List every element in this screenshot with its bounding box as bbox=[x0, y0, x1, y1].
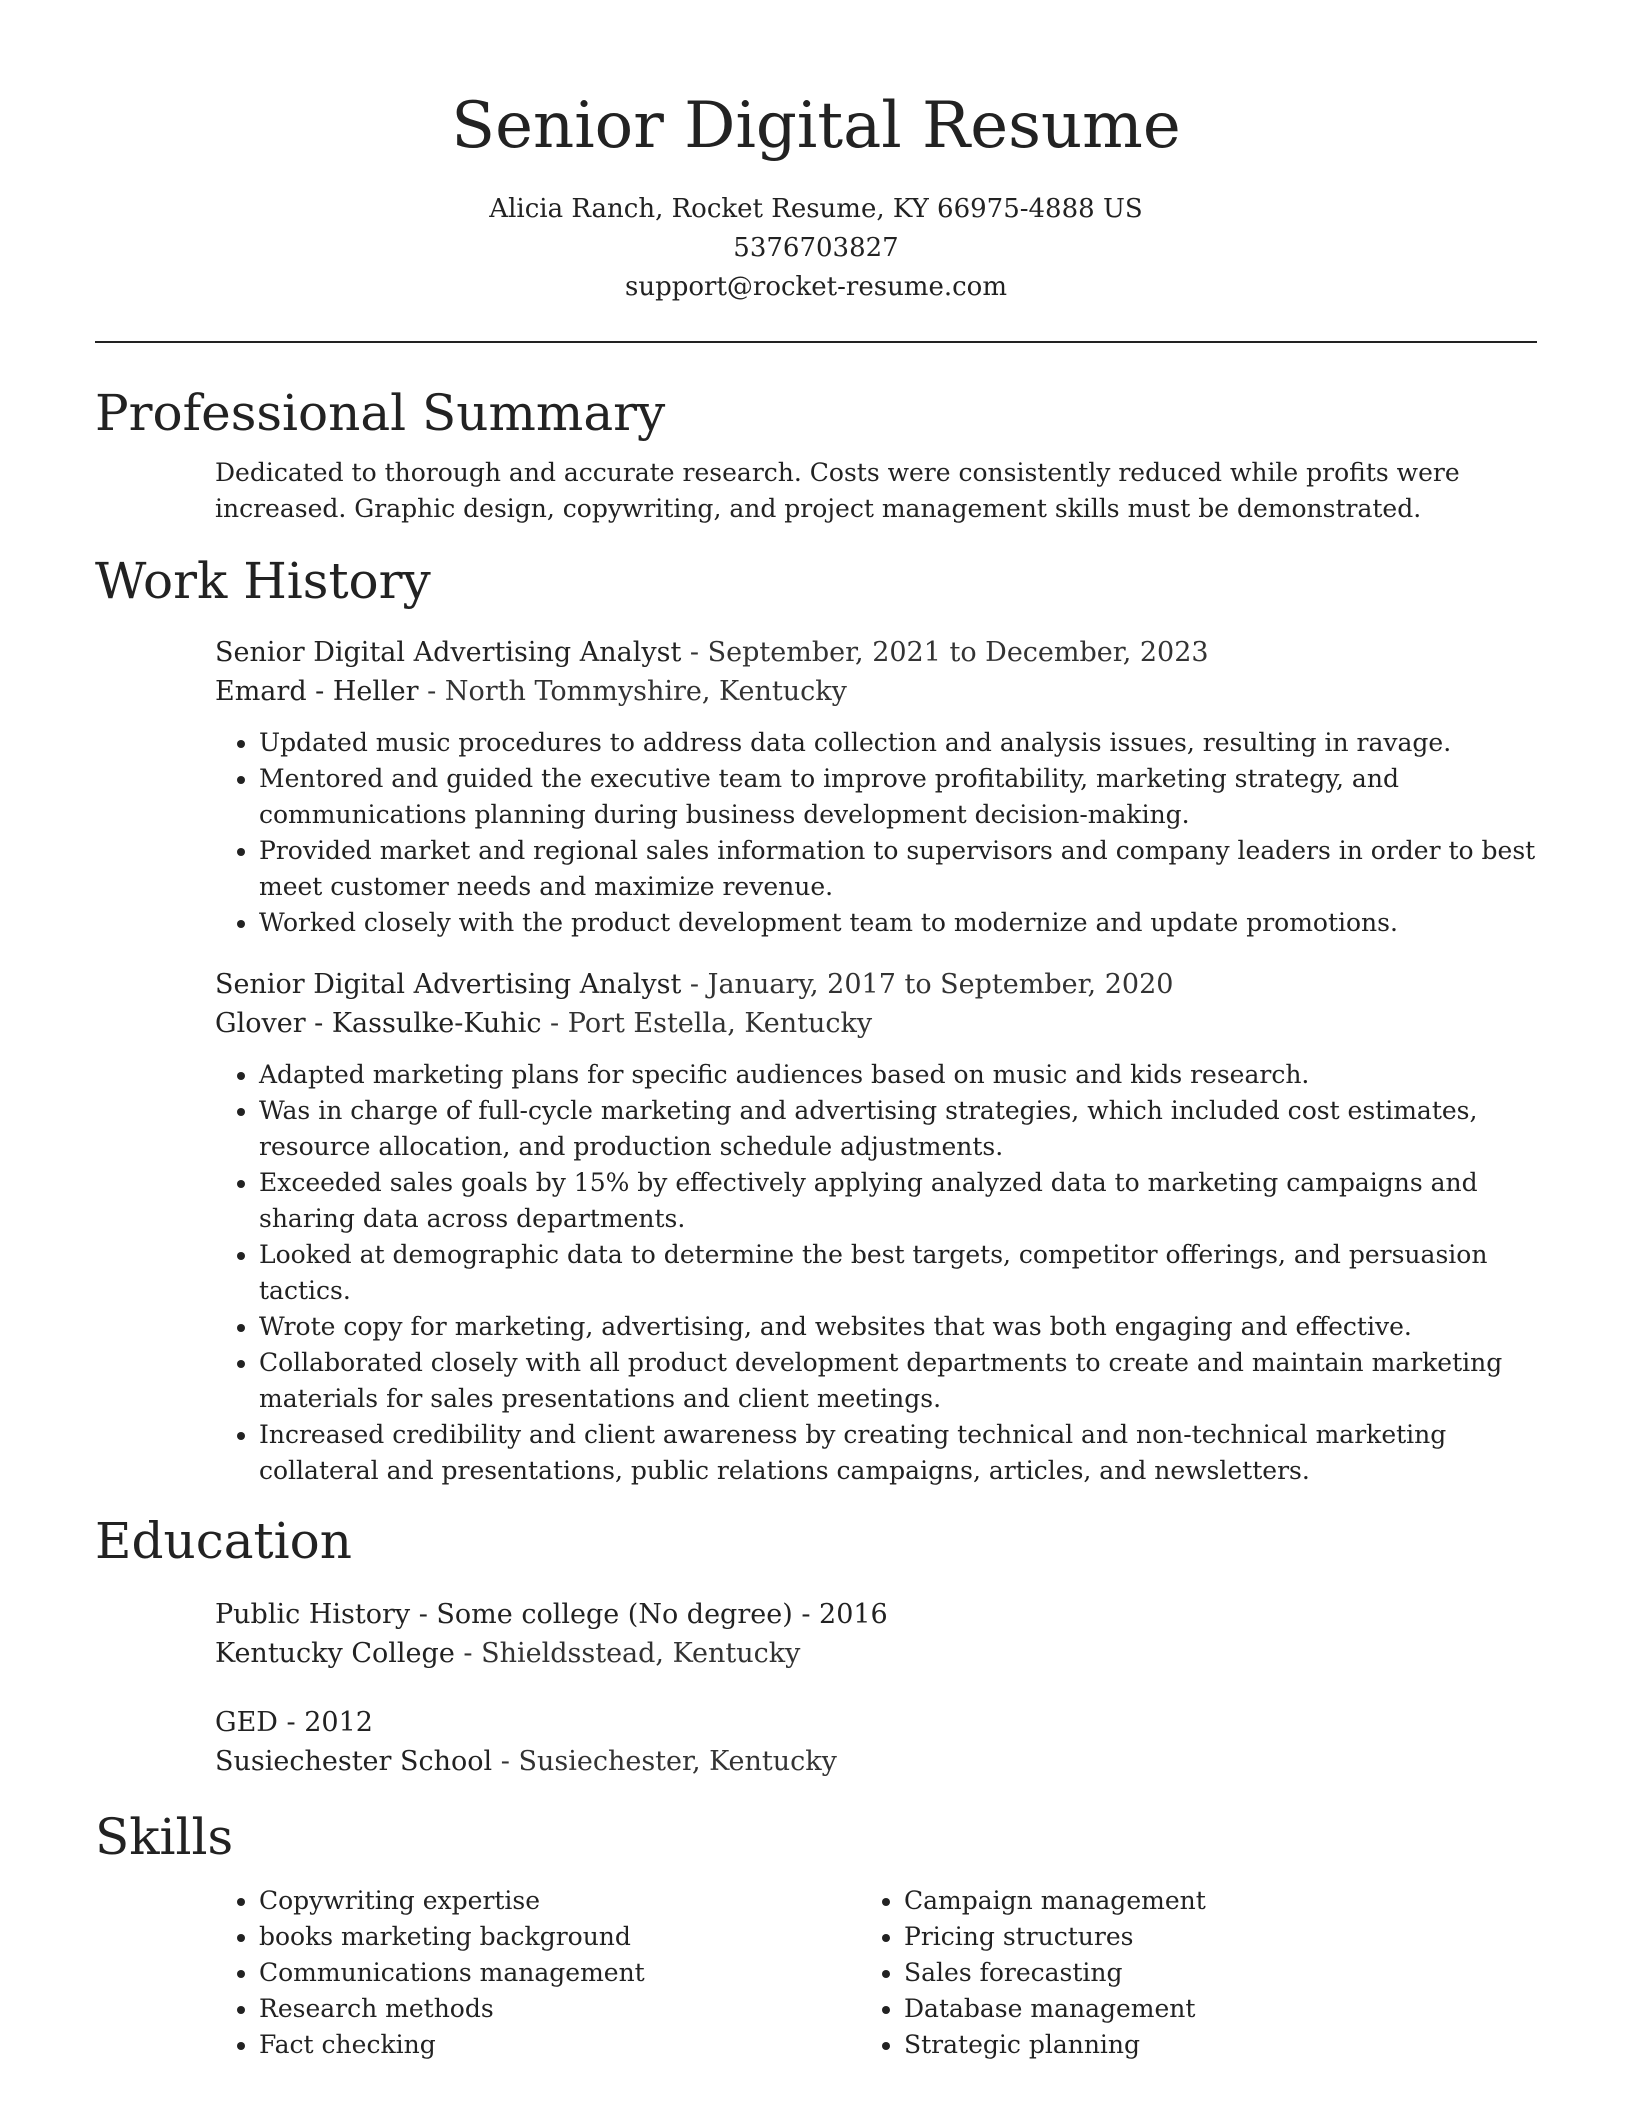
job-bullet: • Was in charge of full-cycle marketing and advertising strategies, which included cost estimates, resource allocation, and production schedule adjustments. bbox=[259, 1093, 1537, 1165]
skills-grid bbox=[215, 1883, 1537, 2063]
job-bullets bbox=[215, 725, 1537, 941]
skill-item: • Fact checking bbox=[259, 2027, 860, 2063]
education-location: Susiechester, Kentucky bbox=[518, 1746, 837, 1777]
job-location: Port Estella, Kentucky bbox=[567, 1008, 873, 1039]
education-section bbox=[95, 1595, 1537, 1781]
separator: - bbox=[492, 1746, 519, 1777]
job-company: Glover - Kassulke-Kuhic bbox=[215, 1008, 542, 1039]
education-school: Susiechester School bbox=[215, 1746, 493, 1777]
job-title: Senior Digital Advertising Analyst bbox=[215, 637, 682, 668]
education-school-line bbox=[215, 1742, 1537, 1781]
job-bullet: • Looked at demographic data to determine the best targets, competitor offerings, and persuasion tactics. bbox=[259, 1237, 1537, 1309]
job-bullet: • Exceeded sales goals by 15% by effectively applying analyzed data to marketing campaigns and sharing data across departments. bbox=[259, 1165, 1537, 1237]
skills-column-left bbox=[215, 1883, 860, 2063]
skill-item: • Copywriting expertise bbox=[259, 1883, 860, 1919]
section-title-skills: Skills bbox=[95, 1808, 234, 1866]
skills-list bbox=[860, 1883, 1505, 2063]
skill-item: • Sales forecasting bbox=[904, 1955, 1505, 1991]
education-degree-line: GED - 2012 bbox=[215, 1707, 373, 1738]
skill-item: • Research methods bbox=[259, 1991, 860, 2027]
job-title-line bbox=[215, 965, 1537, 1004]
job-title-line bbox=[215, 633, 1537, 672]
contact-block bbox=[95, 190, 1537, 307]
skill-item: • Communications management bbox=[259, 1955, 860, 1991]
job-bullets bbox=[215, 1057, 1537, 1489]
resume-header bbox=[95, 0, 1537, 307]
contact-phone: 5376703827 bbox=[733, 233, 899, 263]
education-location: Shieldsstead, Kentucky bbox=[481, 1638, 801, 1669]
job-company: Emard - Heller bbox=[215, 676, 419, 707]
section-title-summary: Professional Summary bbox=[95, 384, 666, 442]
separator: - bbox=[418, 676, 445, 707]
job-company-line bbox=[215, 672, 1537, 711]
skill-item: • Database management bbox=[904, 1991, 1505, 2027]
separator: - bbox=[454, 1638, 482, 1669]
section-title-work: Work History bbox=[95, 552, 431, 610]
job-bullet: • Worked closely with the product development team to modernize and update promotions. bbox=[259, 905, 1537, 941]
separator: - bbox=[681, 969, 708, 1000]
skill-item: • Strategic planning bbox=[904, 2027, 1505, 2063]
job-bullet: • Collaborated closely with all product development departments to create and maintain marketing materials for sales presentations and client meetings. bbox=[259, 1345, 1537, 1417]
header-divider bbox=[95, 341, 1537, 343]
education-entry bbox=[215, 1595, 1537, 1673]
work-section bbox=[95, 633, 1537, 1489]
skill-item: • books marketing background bbox=[259, 1919, 860, 1955]
job-title: Senior Digital Advertising Analyst bbox=[215, 969, 682, 1000]
separator: - bbox=[541, 1008, 568, 1039]
resume-title: Senior Digital Resume bbox=[451, 89, 1181, 163]
job-bullet: • Wrote copy for marketing, advertising, and websites that was both engaging and effective. bbox=[259, 1309, 1537, 1345]
education-degree-line: Public History - Some college (No degree) - 2016 bbox=[215, 1599, 888, 1630]
skill-item: • Pricing structures bbox=[904, 1919, 1505, 1955]
contact-email: support@rocket-resume.com bbox=[624, 272, 1007, 302]
job-company-line bbox=[215, 1004, 1537, 1043]
skills-list bbox=[215, 1883, 860, 2063]
skill-item: • Campaign management bbox=[904, 1883, 1505, 1919]
education-school: Kentucky College bbox=[215, 1638, 455, 1669]
separator: - bbox=[681, 637, 708, 668]
job-entry bbox=[215, 965, 1537, 1489]
job-bullet: • Updated music procedures to address data collection and analysis issues, resulting in ravage. bbox=[259, 725, 1537, 761]
education-school-line bbox=[215, 1634, 1537, 1673]
job-entry bbox=[215, 633, 1537, 941]
summary-section bbox=[95, 455, 1537, 527]
education-entry bbox=[215, 1703, 1537, 1781]
job-bullet: • Adapted marketing plans for specific audiences based on music and kids research. bbox=[259, 1057, 1537, 1093]
section-title-education: Education bbox=[95, 1512, 352, 1570]
job-dates: September, 2021 to December, 2023 bbox=[707, 637, 1209, 668]
job-bullet: • Mentored and guided the executive team to improve profitability, marketing strategy, and communications planning during business development decision-making. bbox=[259, 761, 1537, 833]
job-location: North Tommyshire, Kentucky bbox=[444, 676, 847, 707]
contact-address: Alicia Ranch, Rocket Resume, KY 66975-4888 US bbox=[489, 194, 1143, 224]
job-bullet: • Increased credibility and client awareness by creating technical and non-technical marketing collateral and presentations, public relations campaigns, articles, and newsletters. bbox=[259, 1417, 1537, 1489]
job-dates: January, 2017 to September, 2020 bbox=[707, 969, 1174, 1000]
summary-text: Dedicated to thorough and accurate research. Costs were consistently reduced while profits were increased. Graphic design, copywriting, and project management skills must be demonstrated. bbox=[215, 458, 1460, 523]
skills-column-right bbox=[860, 1883, 1505, 2063]
job-bullet: • Provided market and regional sales information to supervisors and company leaders in order to best meet customer needs and maximize revenue. bbox=[259, 833, 1537, 905]
skills-section bbox=[95, 1883, 1537, 2063]
